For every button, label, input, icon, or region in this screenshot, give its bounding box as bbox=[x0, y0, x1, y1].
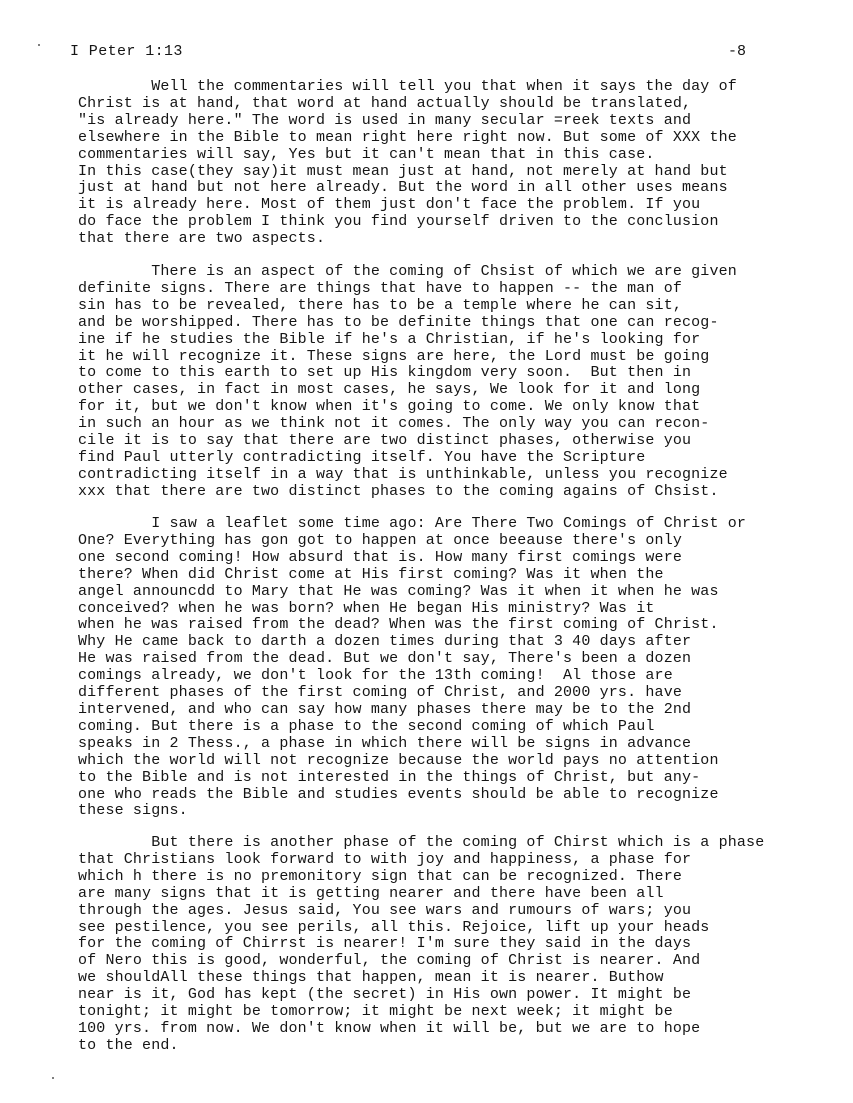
scan-speck bbox=[38, 44, 40, 46]
paragraph-2: There is an aspect of the coming of Chsist of which we are given definite signs. There are things that have to happen -- the man of sin has to be revealed, there has to be a temple where he can sit, and be worshipped. There has to be definite things that one can recog- ine if he studies the Bible if he's a Christian, if he's looking for it he will recognize it. These signs are here, the Lord must be going to come to this earth to set up His kingdom very soon. But then in other cases, in fact in most cases, he says, We look for it and long for it, but we don't know when it's going to come. We only know that in such an hour as we think not it comes. The only way you can recon- cile it is to say that there are two distinct phases, otherwise you find Paul utterly contradicting itself. You have the Scripture contradicting itself in a way that is unthinkable, unless you recognize xxx that there are two distinct phases to the coming agains of Chsist. bbox=[78, 263, 737, 500]
page-header-reference: I Peter 1:13 bbox=[70, 43, 183, 60]
paragraph-3: I saw a leaflet some time ago: Are There Two Comings of Christ or One? Everything has gon got to happen at once beeause there's only one second coming! How absurd that is. How many first comings were there? When did Christ come at His first coming? Was it when the angel announcdd to Mary that He was coming? Was it when it when he was conceived? when he was born? when He began His ministry? Was it when he was raised from the dead? When was the first coming of Christ. Why He came back to darth a dozen times during that 3 40 days after He was raised from the dead. But we don't say, There's been a dozen comings already, we don't look for the 13th coming! Al those are different phases of the first coming of Christ, and 2000 yrs. have intervened, and who can say how many phases there may be to the 2nd coming. But there is a phase to the second coming of which Paul speaks in 2 Thess., a phase in which there will be signs in advance which the world will not recognize because the world pays no attention to the Bible and is not interested in the things of Christ, but any- one who reads the Bible and studies events should be able to recognize these signs. bbox=[78, 515, 747, 820]
paragraph-4: But there is another phase of the coming of Chirst which is a phase that Christians look forward to with joy and happiness, a phase for which h there is no premonitory sign that can be recognized. There are many signs that it is getting nearer and there have been all through the ages. Jesus said, You see wars and rumours of wars; you see pestilence, you see perils, all this. Rejoice, lift up your heads for the coming of Chirrst is nearer! I'm sure they said in the days of Nero this is good, wonderful, the coming of Christ is nearer. And we shouldAll these things that happen, mean it is nearer. Buthow near is it, God has kept (the secret) in His own power. It might be tonight; it might be tomorrow; it might be next week; it might be 100 yrs. from now. We don't know when it will be, but we are to hope to the end. bbox=[78, 834, 765, 1054]
paragraph-1: Well the commentaries will tell you that when it says the day of Christ is at hand, that word at hand actually should be translated, "is already here." The word is used in many secular =reek texts and elsewhere in the Bible to mean right here right now. But some of XXX the commentaries will say, Yes but it can't mean that in this case. In this case(they say)it must mean just at hand, not merely at hand but just at hand but not here already. But the word in all other uses means it is already here. Most of them just don't face the problem. If you do face the problem I think you find yourself driven to the conclusion that there are two aspects. bbox=[78, 78, 737, 248]
page-number: -8 bbox=[728, 43, 747, 60]
scan-speck bbox=[52, 1077, 54, 1079]
